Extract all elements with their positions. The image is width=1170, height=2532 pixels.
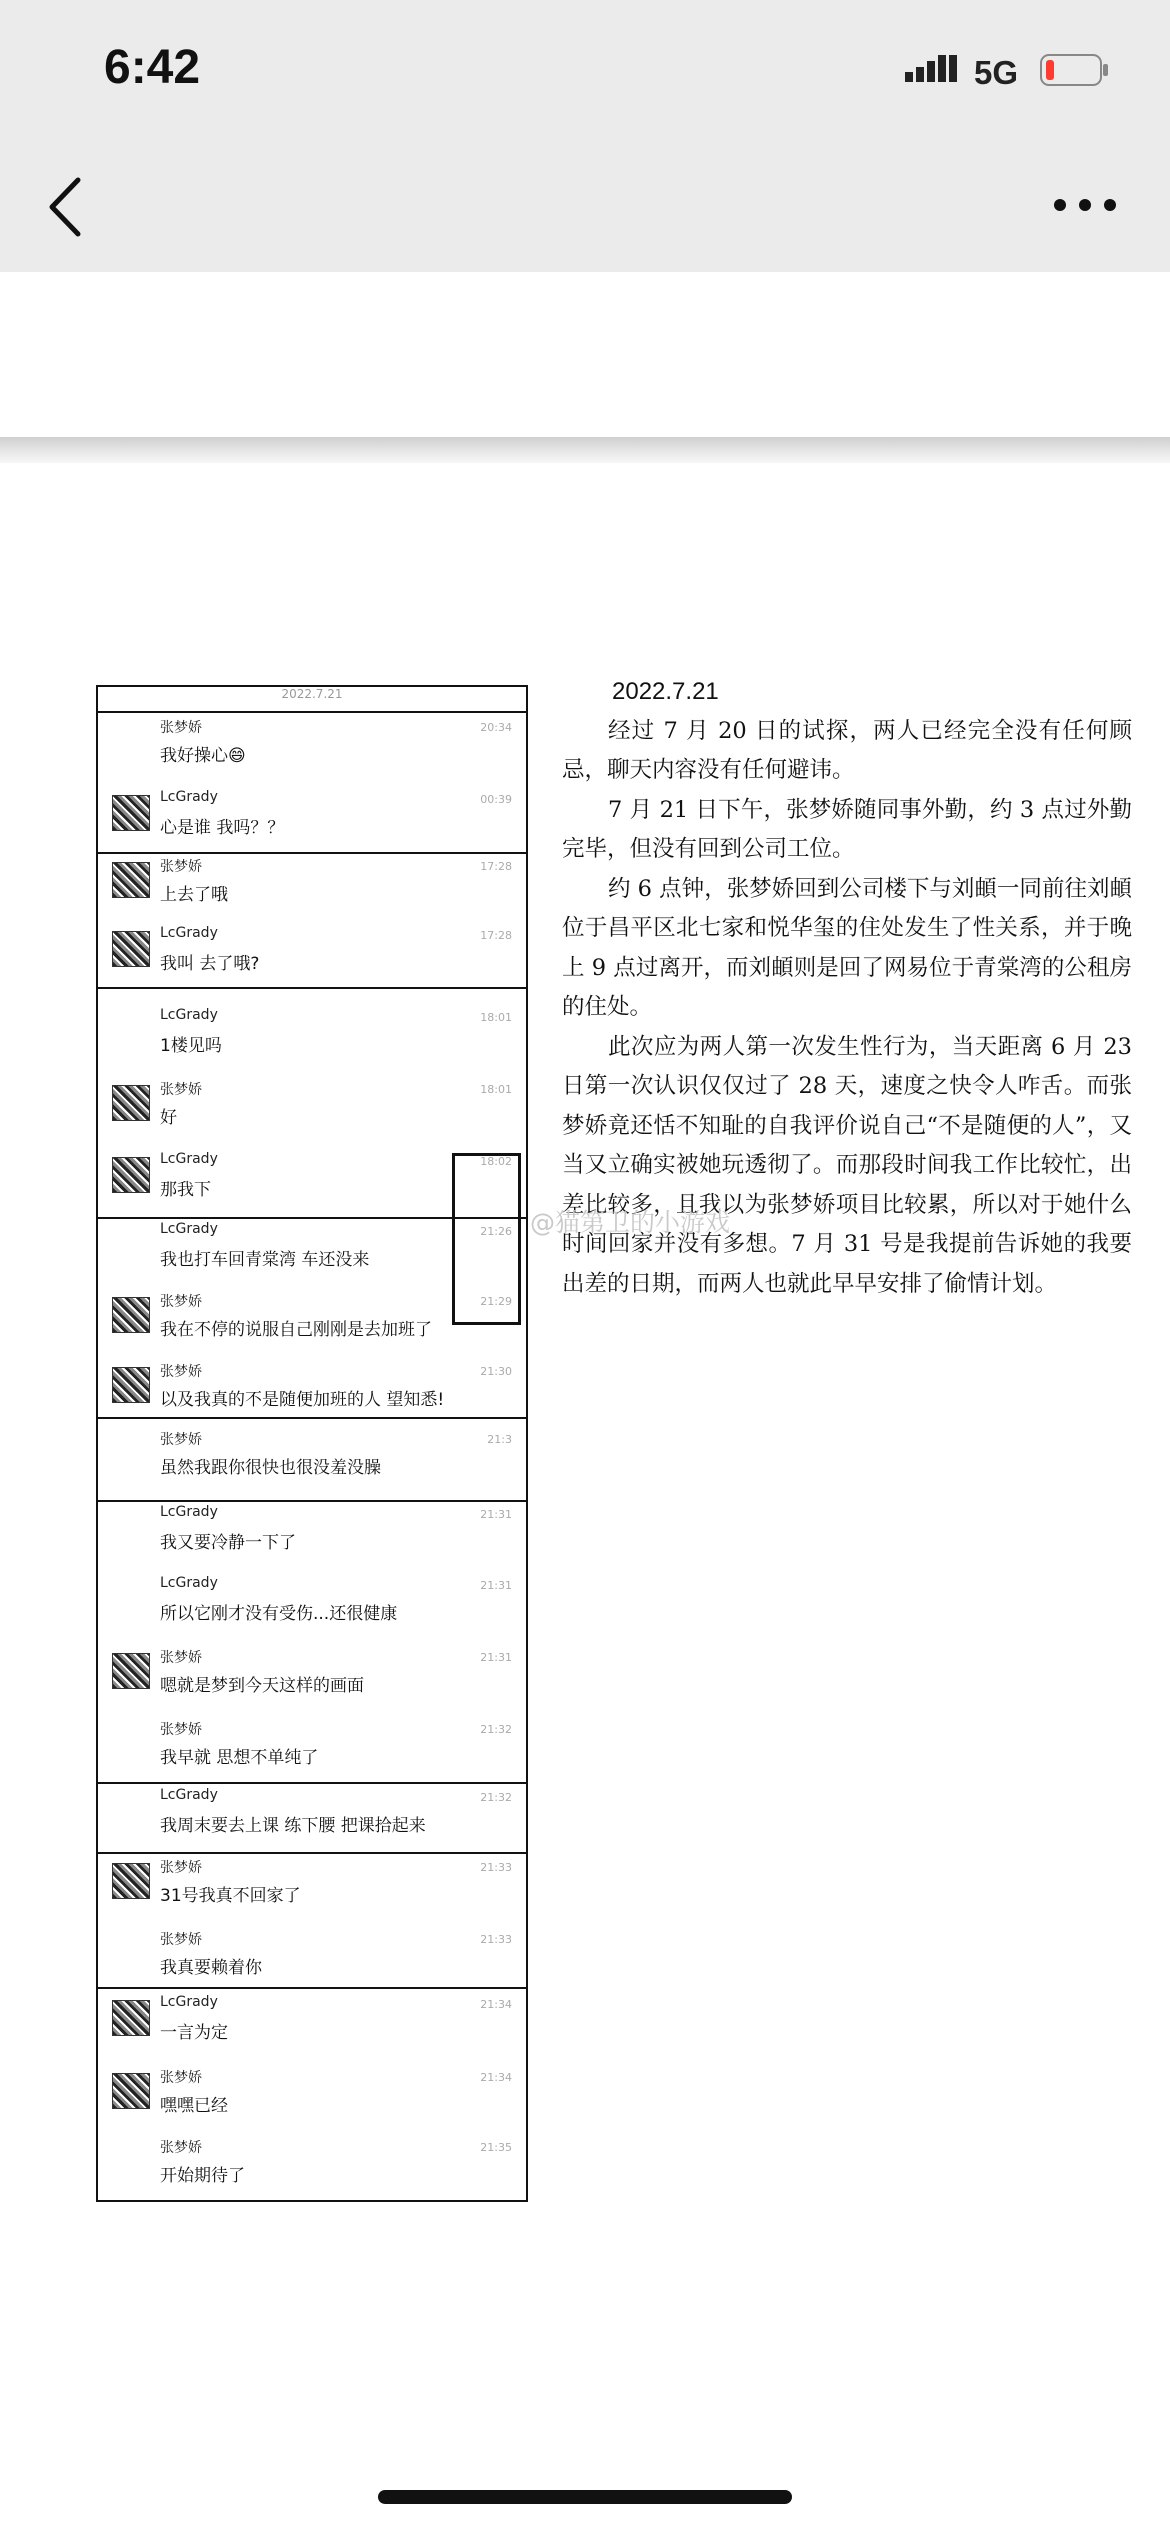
chat-text: 上去了哦 <box>160 885 228 905</box>
status-time: 6:42 <box>104 41 201 94</box>
chat-message <box>98 1992 526 2054</box>
chat-message <box>98 923 526 985</box>
chat-section-divider <box>98 987 526 989</box>
chat-message <box>98 854 526 916</box>
chat-section-divider <box>98 1987 526 1989</box>
chat-message <box>98 715 526 777</box>
chat-text: 嘿嘿已经 <box>160 2096 228 2116</box>
chat-message <box>98 1427 526 1489</box>
chat-sender: LcGrady <box>160 1575 218 1591</box>
home-indicator[interactable] <box>378 2490 792 2504</box>
chat-sender: 张梦娇 <box>160 1294 202 1310</box>
chat-message <box>98 1927 526 1989</box>
timestamp-highlight-box <box>452 1153 521 1325</box>
narrative-paragraph: 约 6 点钟，张梦娇回到公司楼下与刘頔一同前往刘頔位于昌平区北七家和悦华玺的住处发生了性关系，并于晚上 9 点过离开，而刘頔则是回了网易位于青棠湾的公租房的住处。 <box>562 875 1132 1020</box>
chat-timestamp: 17:28 <box>480 929 512 942</box>
network-type: 5G <box>974 54 1019 91</box>
chat-section-divider <box>98 1417 526 1419</box>
chat-sender: LcGrady <box>160 1007 218 1023</box>
chat-timestamp: 18:01 <box>480 1011 512 1024</box>
chat-sender: LcGrady <box>160 925 218 941</box>
chat-text: 我周末要去上课 练下腰 把课拾起来 <box>160 1816 426 1836</box>
chat-timestamp: 21:34 <box>480 2071 512 2084</box>
back-button[interactable] <box>40 172 96 242</box>
chat-section-divider <box>98 1782 526 1784</box>
chat-sender: LcGrady <box>160 1994 218 2010</box>
chat-sender: 张梦娇 <box>160 1082 202 1098</box>
avatar <box>112 795 150 831</box>
chat-message <box>98 2065 526 2127</box>
chat-log-table <box>96 685 528 2202</box>
avatar <box>112 2000 150 2036</box>
chat-sender: 张梦娇 <box>160 1932 202 1948</box>
chat-timestamp: 21:30 <box>480 1365 512 1378</box>
avatar <box>112 1157 150 1193</box>
avatar <box>112 862 150 898</box>
chat-date-header: 2022.7.21 <box>98 687 526 713</box>
avatar <box>112 2073 150 2109</box>
chat-text: 我真要赖着你 <box>160 1958 262 1978</box>
narrative-paragraph: 经过 7 月 20 日的试探，两人已经完全没有任何顾忌，聊天内容没有任何避讳。 <box>562 717 1132 783</box>
chat-text: 我叫 去了哦? <box>160 954 260 974</box>
avatar <box>112 1863 150 1899</box>
chat-sender: 张梦娇 <box>160 720 202 736</box>
chat-sender: 张梦娇 <box>160 1860 202 1876</box>
chat-message <box>98 1005 526 1067</box>
chat-sender: 张梦娇 <box>160 859 202 875</box>
chat-text: 我好操心😄 <box>160 746 246 766</box>
chat-timestamp: 21:31 <box>480 1579 512 1592</box>
chat-text: 我早就 思想不单纯了 <box>160 1748 319 1768</box>
more-options-button[interactable] <box>1050 190 1120 220</box>
more-horizontal-icon <box>1050 190 1120 220</box>
battery-low-icon <box>1040 54 1110 86</box>
chat-timestamp: 21:33 <box>480 1861 512 1874</box>
chat-text: 一言为定 <box>160 2023 228 2043</box>
chat-timestamp: 17:28 <box>480 860 512 873</box>
avatar <box>112 1367 150 1403</box>
app-top-bar <box>0 0 1170 272</box>
chat-timestamp: 21:31 <box>480 1651 512 1664</box>
chat-text: 嗯就是梦到今天这样的画面 <box>160 1676 364 1696</box>
chat-timestamp: 00:39 <box>480 793 512 806</box>
chat-sender: 张梦娇 <box>160 2070 202 2086</box>
chat-message <box>98 1645 526 1707</box>
chat-message <box>98 787 526 849</box>
chat-message <box>98 1573 526 1635</box>
narrative-date: 2022.7.21 <box>612 678 719 705</box>
chat-sender: 张梦娇 <box>160 1650 202 1666</box>
chat-sender: 张梦娇 <box>160 1722 202 1738</box>
chat-text: 我又要冷静一下了 <box>160 1533 296 1553</box>
chat-timestamp: 18:01 <box>480 1083 512 1096</box>
chat-timestamp: 21:26 <box>480 1225 512 1238</box>
chat-text: 心是谁 我吗？？ <box>160 818 285 838</box>
chat-sender: LcGrady <box>160 1151 218 1167</box>
chat-section-divider <box>98 852 526 854</box>
avatar <box>112 1297 150 1333</box>
document-header-blank <box>0 272 1170 437</box>
chat-message <box>98 1855 526 1917</box>
chat-text: 1楼见吗 <box>160 1036 222 1056</box>
chat-section-divider <box>98 1852 526 1854</box>
chat-message <box>98 1359 526 1421</box>
chat-timestamp: 21:32 <box>480 1791 512 1804</box>
avatar <box>112 931 150 967</box>
chat-timestamp: 21:33 <box>480 1933 512 1946</box>
chat-timestamp: 18:02 <box>480 1155 512 1168</box>
chat-timestamp: 21:3 <box>487 1433 512 1446</box>
chat-timestamp: 20:34 <box>480 721 512 734</box>
signal-bars-icon <box>905 54 965 84</box>
chat-message <box>98 1502 526 1564</box>
chat-text: 以及我真的不是随便加班的人 望知悉! <box>160 1390 445 1410</box>
chat-section-divider <box>98 1500 526 1502</box>
chat-timestamp: 21:35 <box>480 2141 512 2154</box>
chat-sender: LcGrady <box>160 789 218 805</box>
chat-timestamp: 21:32 <box>480 1723 512 1736</box>
chat-message <box>98 1785 526 1847</box>
chat-timestamp: 21:34 <box>480 1998 512 2011</box>
narrative-paragraph: 此次应为两人第一次发生性行为，当天距离 6 月 23 日第一次认识仅仅过了 28 天，速度之快令人咋舌。而张梦娇竟还恬不知耻的自我评价说自己“不是随便的人”，又当又立确实被她玩透彻了。而那段时间我工作比较忙，出差比较多，且我以为张梦娇项目比较累，所以对于她什么时间回家并没有多想。7 月 31 号是我提前告诉她的我要出差的日期，而两人也就此早早安排了偷情计划。 <box>562 1033 1132 1297</box>
chat-message <box>98 1077 526 1139</box>
chat-text: 我在不停的说服自己刚刚是去加班了 <box>160 1320 432 1340</box>
chat-sender: LcGrady <box>160 1787 218 1803</box>
chat-sender: LcGrady <box>160 1504 218 1520</box>
page-divider <box>0 437 1170 463</box>
chat-text: 我也打车回青棠湾 车还没来 <box>160 1250 370 1270</box>
watermark: @猫第卫的小游戏 <box>530 1208 731 1237</box>
chat-timestamp: 21:29 <box>480 1295 512 1308</box>
chevron-left-icon <box>40 172 96 242</box>
chat-text: 31号我真不回家了 <box>160 1886 301 1906</box>
chat-text: 所以它刚才没有受伤...还很健康 <box>160 1604 398 1624</box>
avatar <box>112 1653 150 1689</box>
chat-sender: LcGrady <box>160 1221 218 1237</box>
chat-sender: 张梦娇 <box>160 1432 202 1448</box>
chat-timestamp: 21:31 <box>480 1508 512 1521</box>
avatar <box>112 1085 150 1121</box>
narrative-paragraph: 7 月 21 日下午，张梦娇随同事外勤，约 3 点过外勤完毕，但没有回到公司工位。 <box>562 796 1132 862</box>
chat-message <box>98 1717 526 1779</box>
chat-text: 虽然我跟你很快也很没羞没臊 <box>160 1458 381 1478</box>
chat-message <box>98 2135 526 2197</box>
chat-text: 那我下 <box>160 1180 211 1200</box>
chat-sender: 张梦娇 <box>160 1364 202 1380</box>
chat-sender: 张梦娇 <box>160 2140 202 2156</box>
chat-text: 开始期待了 <box>160 2166 245 2186</box>
chat-text: 好 <box>160 1108 177 1128</box>
